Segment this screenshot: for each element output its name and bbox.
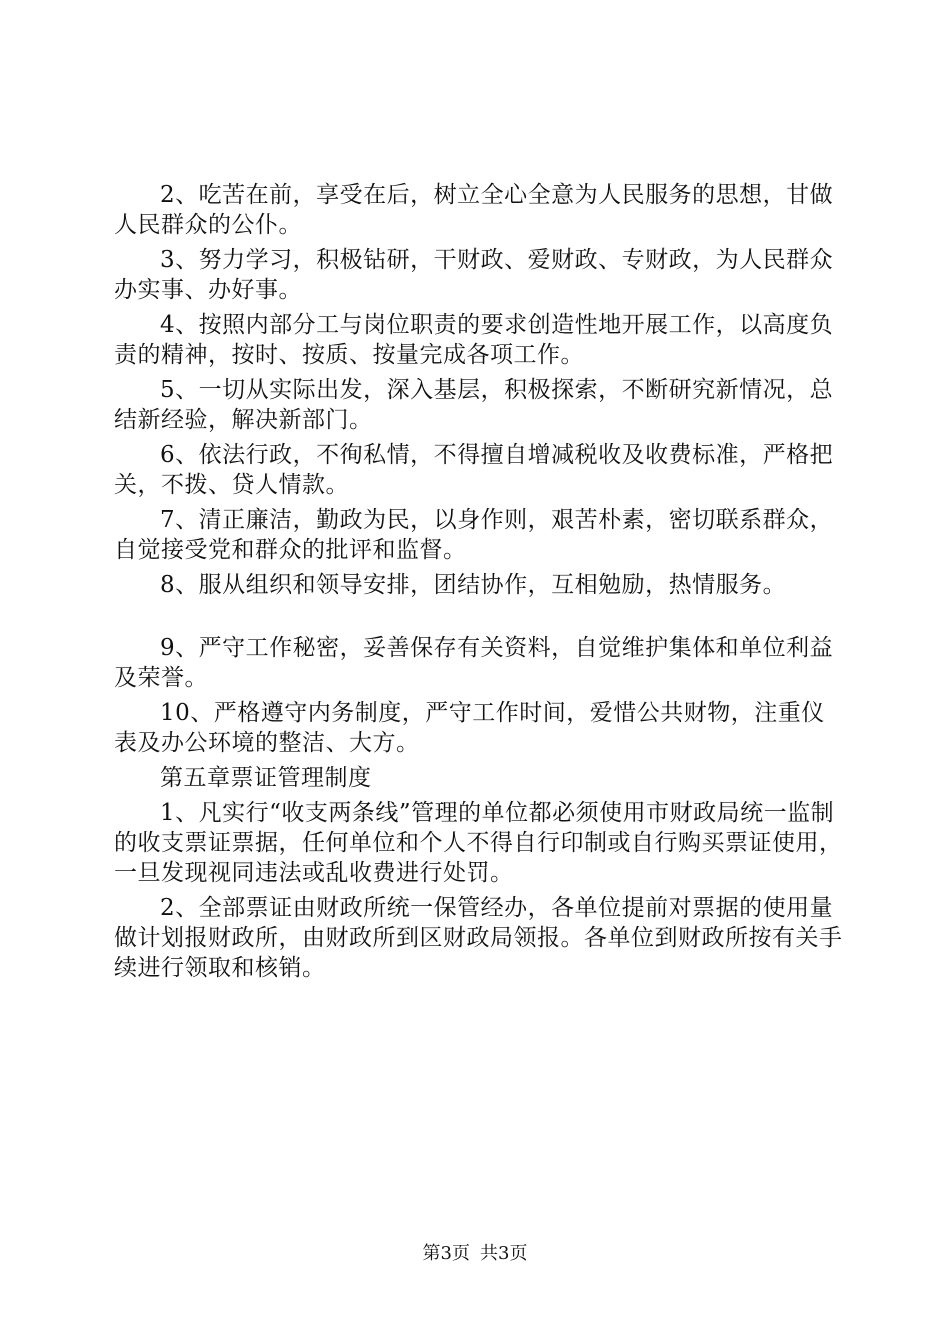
ticket-paragraph-2: 2、全部票证由财政所统一保管经办，各单位提前对票据的使用量做计划报财政所，由财政所到区财政局领报。各单位到财政所按有关手续进行领取和核销。 — [114, 895, 843, 981]
document-body — [114, 180, 844, 988]
page-footer — [0, 1244, 950, 1264]
paragraph-8: 8、服从组织和领导安排，团结协作，互相勉励，热情服务。 — [160, 572, 787, 598]
paragraph-gap — [114, 605, 844, 633]
paragraph-2: 2、吃苦在前，享受在后，树立全心全意为人民服务的思想，甘做人民群众的公仆。 — [114, 182, 834, 238]
paragraph-7: 7、清正廉洁，勤政为民，以身作则，艰苦朴素，密切联系群众，自觉接受党和群众的批评和监督。 — [114, 507, 834, 563]
paragraph-5: 5、一切从实际出发，深入基层，积极探索，不断研究新情况，总结新经验，解决新部门。 — [114, 377, 834, 433]
chapter-heading: 第五章票证管理制度 — [160, 765, 372, 791]
paragraph-6: 6、依法行政，不徇私情，不得擅自增减税收及收费标准，严格把关，不拨、贷人情款。 — [114, 442, 834, 498]
paragraph-9: 9、严守工作秘密，妥善保存有关资料，自觉维护集体和单位利益及荣誉。 — [114, 635, 834, 691]
page-number: 第3页 — [422, 1243, 470, 1264]
paragraph-4: 4、按照内部分工与岗位职责的要求创造性地开展工作，以高度负责的精神，按时、按质、按量完成各项工作。 — [114, 312, 834, 368]
ticket-paragraph-1: 1、凡实行“收支两条线”管理的单位都必须使用市财政局统一监制的收支票证票据，任何单位和个人不得自行印制或自行购买票证使用，一旦发现视同违法或乱收费进行处罚。 — [114, 800, 843, 886]
paragraph-10: 10、严格遵守内务制度，严守工作时间，爱惜公共财物，注重仪表及办公环境的整洁、大方。 — [114, 700, 825, 756]
page-total: 共3页 — [480, 1243, 528, 1264]
paragraph-3: 3、努力学习，积极钻研，干财政、爱财政、专财政，为人民群众办实事、办好事。 — [114, 247, 834, 303]
